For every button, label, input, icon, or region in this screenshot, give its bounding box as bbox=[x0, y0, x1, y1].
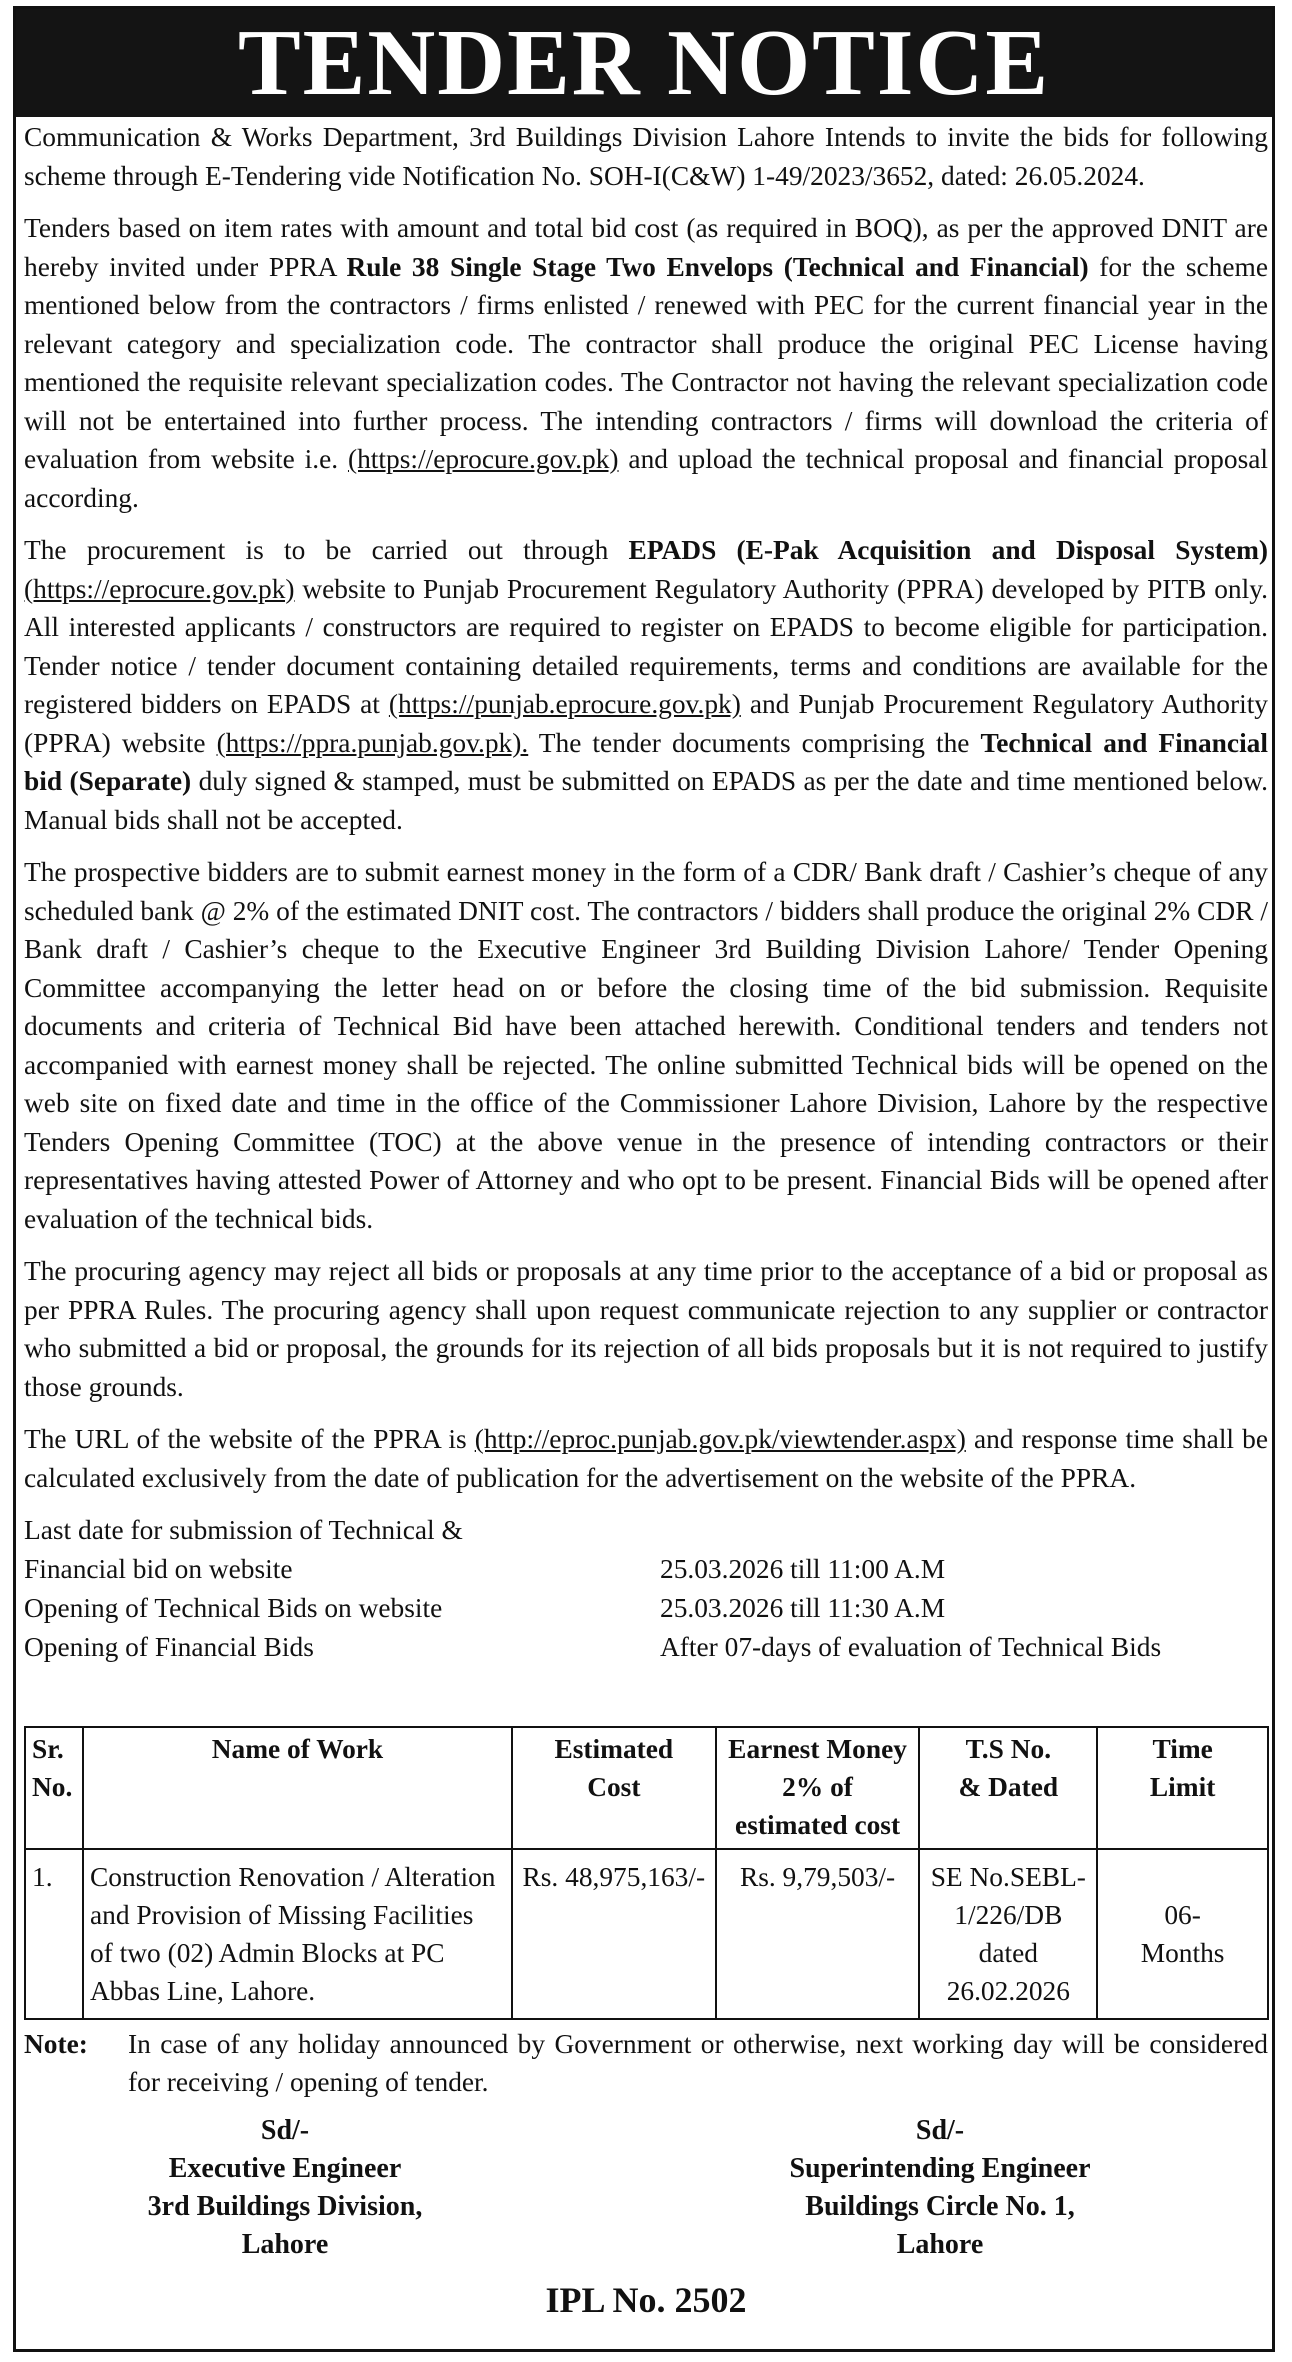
earnest-money-paragraph: The prospective bidders are to submit earnest money in the form of a CDR/ Bank draft / Cashier’s cheque of any scheduled bank @ 2% of the estimated DNIT cost. The contractors / bidders shall produce the original 2% CDR / Bank draft / Cashier’s cheque to the Executive Engineer 3rd Building Division Lahore/ Tender Opening Committee accompanying the letter head on or before the closing time of the bid submission. Requisite documents and criteria of Technical Bid have been attached herewith. Conditional tenders and tenders not accompanied with earnest money shall be rejected. The online submitted Technical bids will be opened on the web site on fixed date and time in the office of the Commissioner Lahore Division, Lahore by the respective Tenders Opening Committee (TOC) at the above venue in the presence of intending contractors or their representatives having attested Power of Attorney and who opt to be present. Financial Bids will be opened after evaluation of the technical bids. bbox=[24, 857, 1268, 1234]
schedule-label: Opening of Financial Bids bbox=[24, 1632, 314, 1662]
technical-financial-bid-text: Technical and Financial bid (Separate) bbox=[24, 727, 1268, 796]
text: The procurement is to be carried out through bbox=[24, 535, 629, 565]
notice-body bbox=[24, 118, 1268, 1671]
schedule-value: After 07-days of evaluation of Technical Bids bbox=[660, 1632, 1162, 1662]
cell-sr: 1. bbox=[25, 1849, 83, 2019]
text: The URL of the website of the PPRA is bbox=[24, 1424, 475, 1454]
text: website to Punjab Procurement Regulatory Authority (PPRA) developed by PITB only. All interested applicants / constructors are required to register on EPADS to become eligible for participation. Tender notice / tender document containing detailed requirements, terms and conditions are available for the registered bidders on EPADS at bbox=[24, 573, 1268, 719]
works-table bbox=[24, 1726, 1269, 2020]
cell-name-of-work: Construction Renovation / Alteration and Provision of Missing Facilities of two (02) Admin Blocks at PC Abbas Line, Lahore. bbox=[83, 1849, 512, 2019]
eprocure-link[interactable]: (https://eprocure.gov.pk) bbox=[24, 573, 295, 604]
tender-rules-paragraph bbox=[24, 209, 1268, 517]
eprocure-link[interactable]: (https://eprocure.gov.pk) bbox=[347, 444, 619, 474]
ipl-number: IPL No. 2502 bbox=[545, 2280, 747, 2320]
rule-38-text: Rule 38 Single Stage Two Envelops (Technical and Financial) bbox=[346, 251, 1089, 282]
col-sr: Sr. No. bbox=[25, 1727, 83, 1849]
note-label: Note: bbox=[24, 2029, 88, 2059]
epads-text: EPADS (E-Pak Acquisition and Disposal System) bbox=[628, 535, 1269, 565]
schedule-label: Last date for submission of Technical & bbox=[24, 1515, 463, 1545]
note-text: In case of any holiday announced by Government or otherwise, next working day will be considered for receiving / opening of tender. bbox=[128, 2029, 1268, 2097]
text: for the scheme mentioned below from the contractors / firms enlisted / renewed with PEC for the current financial year in the relevant category and specialization code. The contractor shall produce the original PEC License having mentioned the requisite relevant specialization codes. The Contractor not having the relevant specialization code will not be entertained into further process. The intending contractors / firms will download the criteria of evaluation from website i.e. bbox=[24, 251, 1268, 474]
col-earnest-money: Earnest Money 2% of estimated cost bbox=[716, 1727, 920, 1849]
cell-time-limit: 06- Months bbox=[1097, 1849, 1268, 2019]
col-time-limit: Time Limit bbox=[1097, 1727, 1268, 1849]
text: The tender documents comprising the bbox=[528, 727, 981, 758]
viewtender-link[interactable]: (http://eproc.punjab.gov.pk/viewtender.aspx) bbox=[474, 1424, 966, 1454]
signature-superintending-engineer: Sd/- Superintending Engineer Buildings Circle No. 1, Lahore bbox=[789, 2115, 1091, 2260]
text: and Punjab Procurement Regulatory Authority (PPRA) website bbox=[24, 689, 1269, 758]
col-ts-no: T.S No. & Dated bbox=[919, 1727, 1097, 1849]
intro-paragraph: Communication & Works Department, 3rd Buildings Division Lahore Intends to invite the bids for following scheme through E-Tendering vide Notification No. SOH-I(C&W) 1-49/2023/3652, dated: 26.05.2024. bbox=[24, 122, 1268, 191]
text: and response time shall be calculated exclusively from the date of publication for the advertisement on the website of the PPRA. bbox=[24, 1424, 1268, 1493]
text: Tenders based on item rates with amount and total bid cost (as required in BOQ), as per the approved DNIT are hereby invited under PPRA bbox=[24, 213, 1268, 282]
table-row bbox=[25, 1849, 1268, 2019]
col-name-of-work: Name of Work bbox=[83, 1727, 512, 1849]
punjab-eprocure-link[interactable]: (https://punjab.eprocure.gov.pk) bbox=[388, 689, 741, 719]
schedule-label: Opening of Technical Bids on website bbox=[24, 1593, 443, 1623]
table-header-row bbox=[25, 1727, 1268, 1849]
schedule bbox=[24, 1511, 1268, 1671]
schedule-value: 25.03.2026 till 11:00 A.M bbox=[660, 1554, 946, 1584]
text: and upload the technical proposal and financial proposal according. bbox=[24, 444, 1268, 513]
procurement-paragraph bbox=[24, 531, 1268, 839]
ppra-url-paragraph bbox=[24, 1420, 1268, 1497]
cell-ts-no: SE No.SEBL- 1/226/DB dated 26.02.2026 bbox=[919, 1849, 1097, 2019]
rejection-paragraph: The procuring agency may reject all bids or proposals at any time prior to the acceptance of a bid or proposal as per PPRA Rules. The procuring agency shall upon request communicate rejection to any supplier or contractor who submitted a bid or proposal, the grounds for its rejection of all bids proposals but it is not required to justify those grounds. bbox=[24, 1256, 1268, 1402]
ppra-link[interactable]: (https://ppra.punjab.gov.pk). bbox=[216, 727, 529, 758]
text: duly signed & stamped, must be submitted on EPADS as per the date and time mentioned below. Manual bids shall not be accepted. bbox=[24, 766, 1269, 835]
col-estimated-cost: Estimated Cost bbox=[512, 1727, 716, 1849]
cell-estimated-cost: Rs. 48,975,163/- bbox=[512, 1849, 716, 2019]
notice-title: TENDER NOTICE bbox=[16, 9, 1272, 117]
note bbox=[24, 2025, 1268, 2101]
schedule-value: 25.03.2026 till 11:30 A.M bbox=[660, 1593, 946, 1623]
schedule-label: Financial bid on website bbox=[24, 1554, 293, 1584]
signature-executive-engineer: Sd/- Executive Engineer 3rd Buildings Division, Lahore bbox=[147, 2115, 423, 2260]
cell-earnest-money: Rs. 9,79,503/- bbox=[716, 1849, 920, 2019]
